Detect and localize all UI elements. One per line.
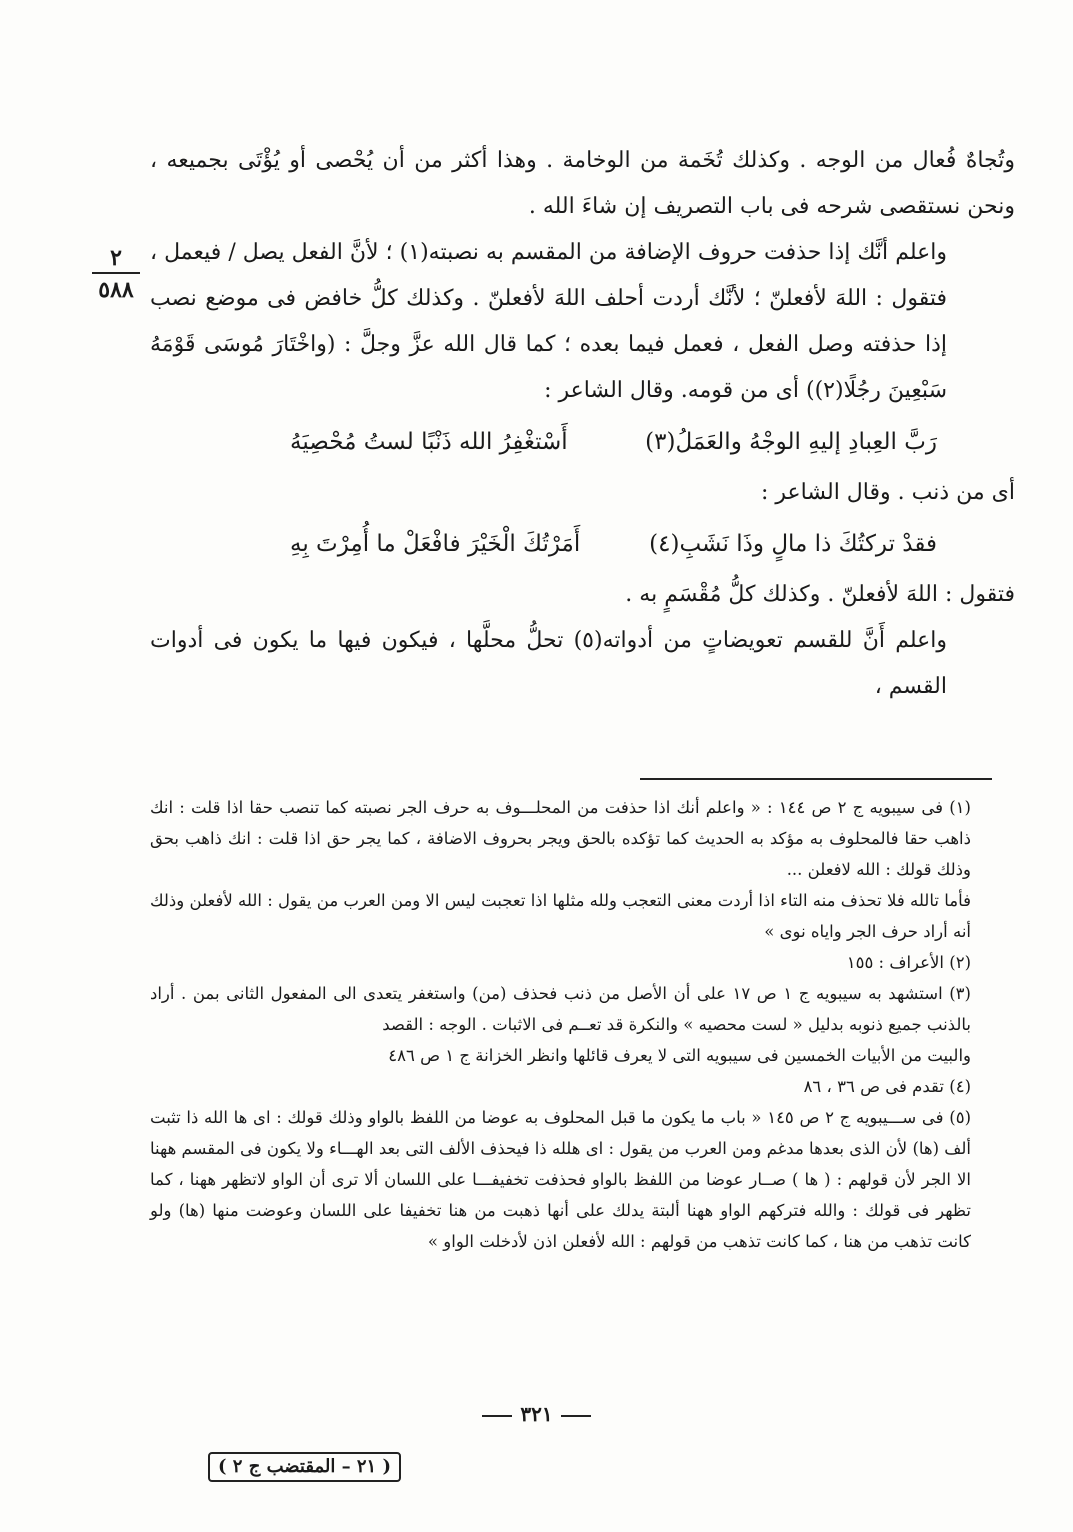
verse-1-second-hemistich: رَبَّ العِبادِ إليهِ الوجْهُ والعَمَلُ(٣) xyxy=(645,429,937,455)
footnotes xyxy=(150,792,1015,1257)
footnote-3: (٣) استشهد به سيبويه ج ١ ص ١٧ على أن الأصل من ذنب فحذف (من) واستغفر يتعدى الى المفعول الثانى بمن . أراد بالذنب جميع ذنوبه بدليل « لست محصيه » والنكرة قد تعــم فى الاثبات . الوجه : القصد xyxy=(150,984,971,1034)
footnote-3-continued: والبيت من الأبيات الخمسين فى سيبويه التى لا يعرف قائلها وانظر الخزانة ج ١ ص ٤٨٦ xyxy=(388,1046,971,1065)
verse-2-second-hemistich: فقدْ تركتُكَ ذا مالٍ وذَا نَشَبِ(٤) xyxy=(649,531,937,557)
marker-divider xyxy=(92,272,140,274)
verse-2-first-hemistich: أَمَرْتُكَ الْخَيْرَ فافْعَلْ ما أُمِرْتَ بِهِ xyxy=(290,531,581,557)
footnote-1: (١) فى سيبويه ج ٢ ص ١٤٤ : « واعلم أنك اذا حذفت من المحلـــوف به حرف الجر نصبته كما تنصب حقا اذا قلت : انك ذاهب حقا فالمحلوف به مؤكد به الحديث كما تؤكده بالحق ويجر بحروف الاضافة ، كما يجر حق اذا قلت : انك ذاهب بحق وذلك قولك : الله لافعلن ... xyxy=(150,798,971,879)
paragraph-4: فتقول : اللهَ لأفعلنّ . وكذلك كلُّ مُقْسَمٍ به . xyxy=(625,582,1015,607)
verse-2 xyxy=(150,516,1015,572)
main-text xyxy=(150,138,1015,710)
paragraph-3: أى من ذنب . وقال الشاعر : xyxy=(761,480,1015,505)
footnote-separator xyxy=(640,778,992,780)
page-number-row xyxy=(0,1402,1073,1426)
paragraph-2: واعلم أنَّك إذا حذفت حروف الإضافة من المقسم به نصبته(١) ؛ لأنَّ الفعل يصل / فيعمل ، فتقول : اللهَ لأفعلنّ ؛ لأنَّك أردت أحلف اللهَ لأفعلنّ . وكذلك كلُّ خافض فى موضع نصب إذا حذفته وصل الفعل ، فعمل فيما بعده ؛ كما قال الله عزَّ وجلَّ : (واخْتَارَ مُوسَى قَوْمَهُ سَبْعِينَ رجُلًا(٢)) أى من قومه. وقال الشاعر : xyxy=(150,240,948,403)
page-number: ٣٢١ xyxy=(520,1402,553,1426)
footnote-4: (٤) تقدم فى ص ٣٦ ، ٨٦ xyxy=(803,1077,971,1096)
original-page-number: ٥٨٨ xyxy=(98,277,134,303)
page-number-dash-left xyxy=(482,1415,512,1417)
page-number-dash-right xyxy=(561,1415,591,1417)
paragraph-5: واعلم أَنَّ للقسم تعويضاتٍ من أدواته(٥) تحلُّ محلَّها ، فيكون فيها ما يكون فى أدوات القسم ، xyxy=(150,628,947,699)
volume-number: ٢ xyxy=(110,245,122,271)
footnote-5: (٥) فى ســـيبويه ج ٢ ص ١٤٥ « باب ما يكون ما قبل المحلوف به عوضا من اللفظ بالواو وذلك قولك : اى ها الله ذا تثبت ألف (ها) لأن الذى بعدها مدغم ومن العرب من يقول : اى هلله ذا فيحذف الألف التى بعد الهـــاء ولا يكون فى المقسم ههنا الا الجر لأن قولهم : ( ها ) صــار عوضا من اللفظ بالواو فحذفت تخفيفـــا على اللسان ألا ترى أن الواو لاتظهر ههنا ، كما تظهر فى قولك : والله فتركهم الواو ههنا ألبتة يدلك على أنها ذهبت من هنا تخفيفا على اللسان وعوضت منها (ها) ولو كانت تذهب من هنا ، كما كانت تذهب من قولهم : الله لأفعلن اذن لأدخلت الواو » xyxy=(150,1108,971,1251)
verse-1 xyxy=(150,414,1015,470)
verse-1-first-hemistich: أَسْتغْفِرُ الله ذَنْبًا لستُ مُحْصِيَهُ xyxy=(290,429,568,455)
footnote-2: (٢) الأعراف : ١٥٥ xyxy=(846,953,971,972)
original-page-marker xyxy=(86,246,146,302)
footnote-1-continued: فأما تالله فلا تحذف منه التاء اذا أردت معنى التعجب ولله مثلها اذا تعجبت ليس الا ومن العرب من يقول : الله لأفعلن وذلك أنه أراد حرف الجر واياه نوى » xyxy=(150,891,971,941)
paragraph-1: وتُجاهٌ فُعال من الوجه . وكذلك تُخَمة من الوخامة . وهذا أكثر من أن يُحْصى أو يُؤْتَى بجميعه ، ونحن نستقصى شرحه فى باب التصريف إن شاءَ الله . xyxy=(150,148,1015,219)
signature-mark: ( ٢١ – المقتضب ج ٢ ) xyxy=(208,1452,401,1482)
